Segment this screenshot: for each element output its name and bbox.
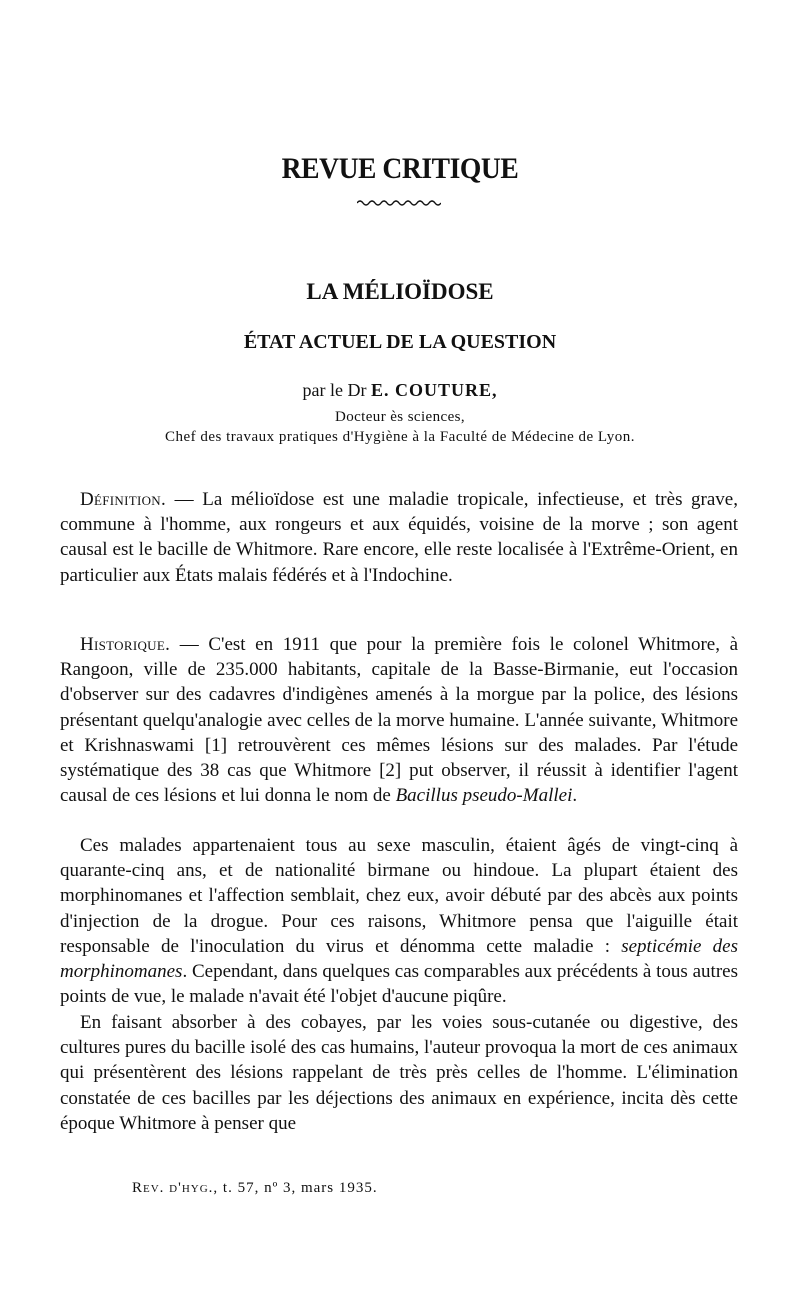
byline [0,380,800,401]
journal-abbrev: Rev. d'hyg., [132,1180,219,1196]
patients-text-2: . Cependant, dans quelques cas comparables aux précédents à tous autres points de vue, le malade n'avait été l'objet d'aucune piqûre. [60,961,738,1008]
patients-text-1: Ces malades appartenaient tous au sexe masculin, étaient âgés de vingt-cinq à quarante-cinq ans, et de nationalité birmane ou hindoue. La plupart étaient des morphinomanes et l'affection semblait, chez eux, avoir débuté par des abcès aux points d'injection de la drogue. Pour ces raisons, Whitmore pensa que l'aiguille était responsable de l'inoculation du virus et dénomma cette maladie : [60,835,738,957]
experiment-paragraph [60,1010,738,1136]
historique-paragraph [60,632,738,808]
article-subtitle: ÉTAT ACTUEL DE LA QUESTION [243,331,557,353]
author-affiliation-degree: Docteur ès sciences, [334,409,466,425]
species-name: Bacillus pseudo-Mallei [395,785,573,807]
page-footer-citation [132,1180,378,1197]
definition-text: — La mélioïdose est une maladie tropicale, infectieuse, et très grave, commune à l'homme, aux rongeurs et aux équidés, voisine de la morve ; son agent causal est le bacille de Whitmore. Rare encore, elle reste localisée à l'Extrême-Orient, en particulier aux États malais fédérés et à l'Indochine. [60,489,738,586]
author-name: E. COUTURE, [370,380,498,400]
section-title: REVUE CRITIQUE [281,152,519,185]
disease-name: septicémie des morphinomanes [60,935,738,983]
volume-issue-date: t. 57, nº 3, mars 1935. [222,1180,378,1196]
author-affiliation-position: Chef des travaux pratiques d'Hygiène à la Faculté de Médecine de Lyon. [164,429,636,445]
definition-paragraph [60,487,738,588]
historique-end: . [572,785,578,807]
byline-prefix: par le Dr [302,380,367,400]
definition-heading: Définition. [80,489,167,510]
article-title: LA MÉLIOÏDOSE [306,279,494,304]
historique-heading: Historique. [80,634,171,655]
experiment-text: En faisant absorber à des cobayes, par les voies sous-cutanée ou digestive, des cultures pures du bacille isolé des cas humains, l'auteur provoqua la mort de ces animaux qui présentèrent des lésions rappelant de très près celles de l'homme. L'élimination constatée de ces bacilles par les déjections des animaux en expérience, incita dès cette époque Whitmore à penser que [60,1012,738,1134]
patients-paragraph [60,833,738,1009]
historique-text: — C'est en 1911 que pour la première fois le colonel Whitmore, à Rangoon, ville de 235.000 habitants, capitale de la Basse-Birmanie, eut l'occasion d'observer sur des cadavres d'indigènes amenés à la morgue par la police, des lésions présentant quelqu'analogie avec celles de la morve humaine. L'année suivante, Whitmore et Krishnaswami [1] retrouvèrent ces mêmes lésions sur des malades. Par l'étude systématique des 38 cas que Whitmore [2] put observer, il réussit à identifier l'agent causal de ces lésions et lui donna le nom de [60,634,738,807]
wavy-rule-ornament [357,199,441,207]
